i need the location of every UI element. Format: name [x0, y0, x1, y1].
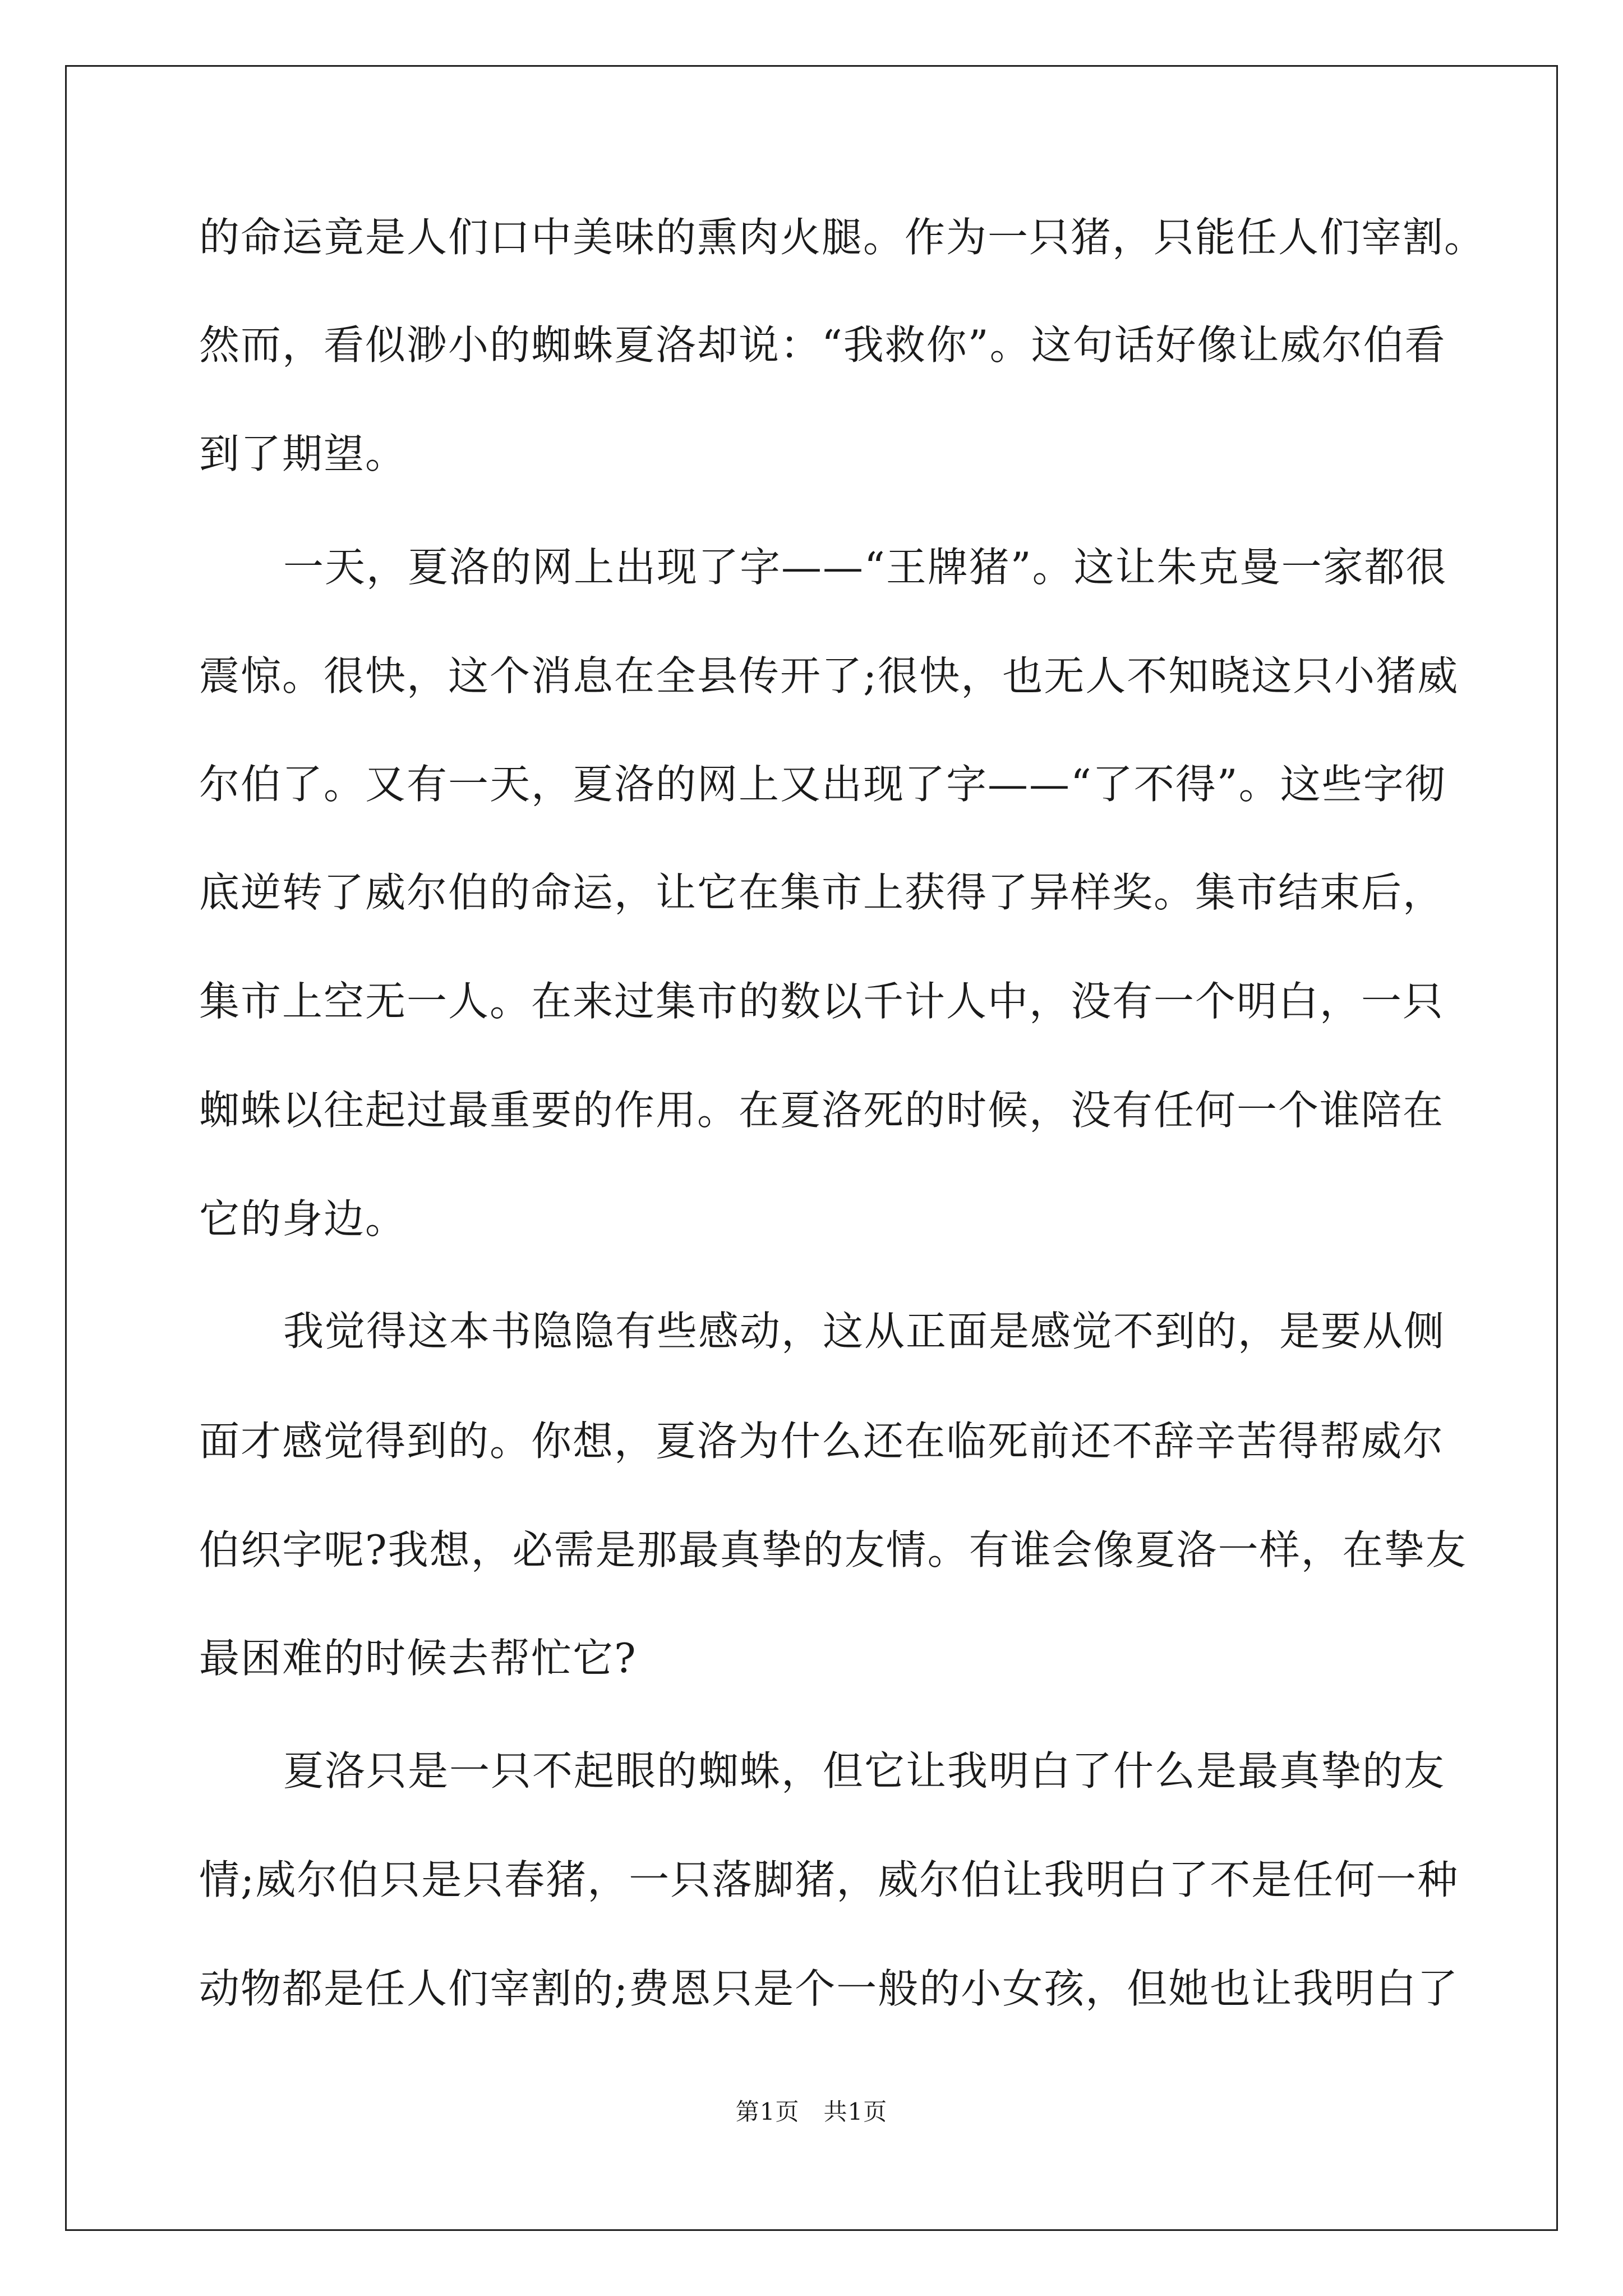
text-line: 尔伯了。又有一天，夏洛的网上又出现了字——“了不得”。这些字彻: [199, 761, 1446, 808]
text-line: 情;威尔伯只是只春猪，一只落脚猪，威尔伯让我明白了不是任何一种: [199, 1856, 1459, 1903]
text-line: 面才感觉得到的。你想，夏洛为什么还在临死前还不辞辛苦得帮威尔: [199, 1418, 1445, 1465]
text-line: 蜘蛛以往起过最重要的作用。在夏洛死的时候，没有任何一个谁陪在: [199, 1087, 1445, 1134]
page-footer: 第1页 共1页: [735, 2098, 888, 2125]
paragraph-start-line: 我觉得这本书隐隐有些感动，这从正面是感觉不到的，是要从侧: [283, 1308, 1446, 1355]
text-line: 到了期望。: [199, 430, 407, 477]
paragraph-start-line: 一天，夏洛的网上出现了字——“王牌猪”。这让朱克曼一家都很: [283, 544, 1447, 591]
text-line: 的命运竟是人们口中美味的熏肉火腿。作为一只猪，只能任人们宰割。: [199, 214, 1486, 261]
text-line: 它的身边。: [199, 1195, 407, 1243]
text-line: 伯织字呢?我想，必需是那最真挚的友情。有谁会像夏洛一样，在挚友: [199, 1526, 1467, 1573]
text-line: 最困难的时候去帮忙它?: [199, 1635, 637, 1682]
text-line: 集市上空无一人。在来过集市的数以千计人中，没有一个明白，一只: [199, 978, 1445, 1025]
text-line: 底逆转了威尔伯的命运，让它在集市上获得了异样奖。集市结束后，: [199, 869, 1445, 916]
paragraph-start-line: 夏洛只是一只不起眼的蜘蛛，但它让我明白了什么是最真挚的友: [283, 1747, 1446, 1795]
text-line: 震惊。很快，这个消息在全县传开了;很快，也无人不知晓这只小猪威: [199, 652, 1459, 700]
text-line: 动物都是任人们宰割的;费恩只是个一般的小女孩，但她也让我明白了: [199, 1965, 1459, 2012]
text-line: 然而，看似渺小的蜘蛛夏洛却说：“我救你”。这句话好像让威尔伯看: [199, 321, 1446, 369]
